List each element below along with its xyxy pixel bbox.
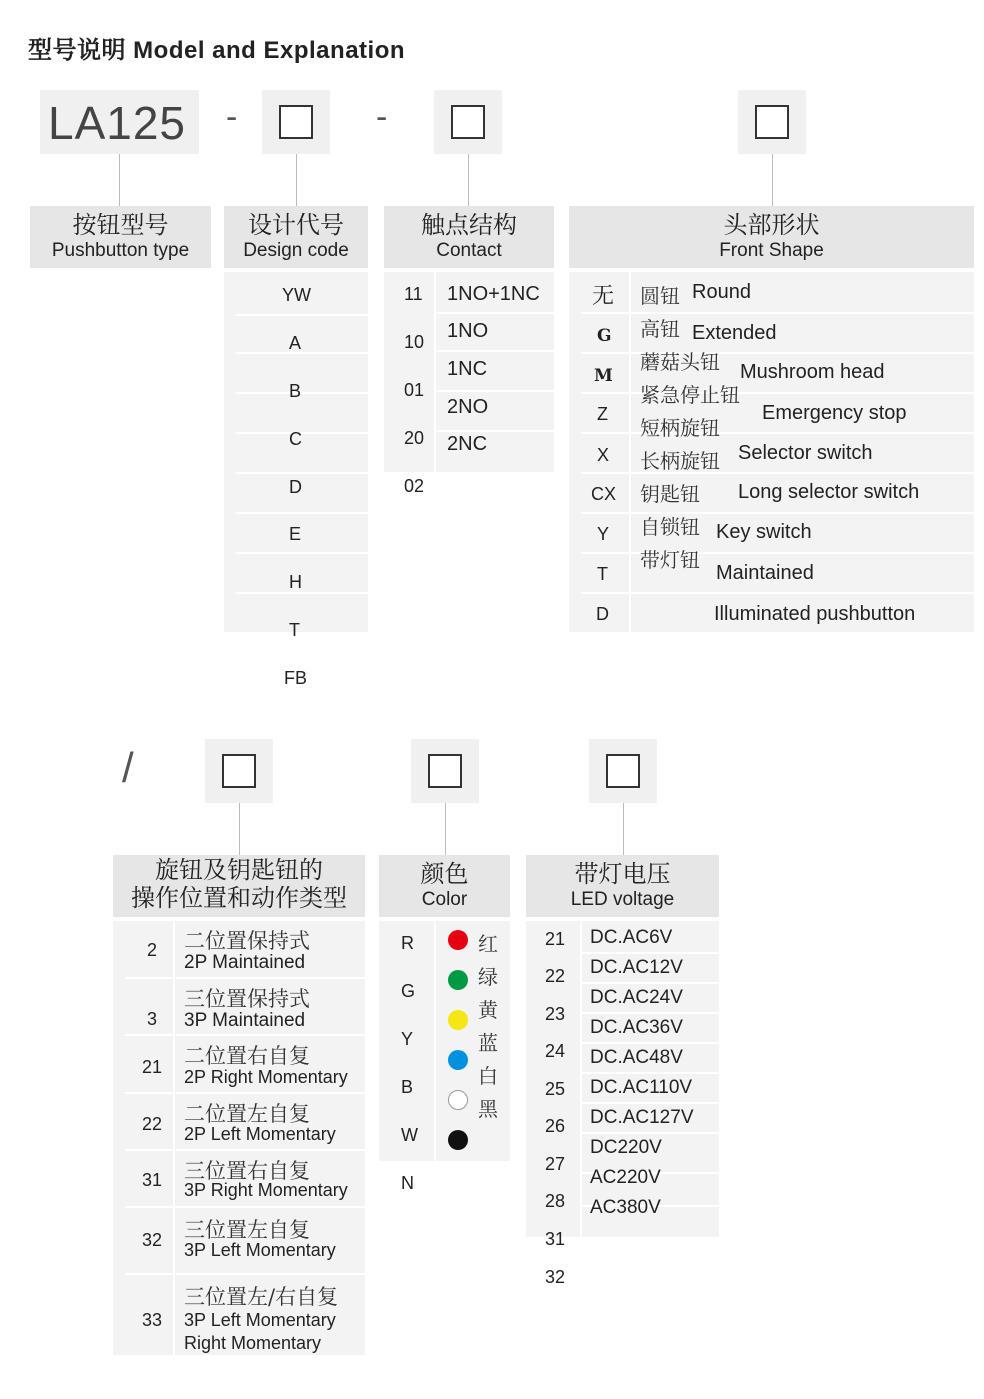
operating-position-header: 旋钮及钥匙钮的 操作位置和动作类型 <box>113 855 365 917</box>
front-shape-zh: 蘑菇头钮 <box>640 350 720 374</box>
color-code: N <box>401 1173 414 1193</box>
dash-separator: - <box>376 98 388 136</box>
operating-position-zh: 二位置左自复 <box>184 1102 310 1126</box>
front-shape-zh: 紧急停止钮 <box>640 383 740 407</box>
front-shape-en: Illuminated pushbutton <box>714 603 916 625</box>
led-voltage-value: AC380V <box>590 1197 661 1218</box>
operating-position-zh: 三位置左/右自复 <box>184 1285 339 1309</box>
front-shape-code: CX <box>591 484 617 504</box>
contact-label: 2NO <box>447 396 489 418</box>
led-voltage-box <box>589 739 657 803</box>
front-shape-box <box>738 90 806 154</box>
led-voltage-value: DC.AC110V <box>590 1077 693 1098</box>
contact-code: 11 <box>404 284 423 304</box>
contact-code: 20 <box>404 428 425 448</box>
design-code: B <box>289 381 302 401</box>
operating-position-code: 3 <box>147 1009 158 1029</box>
led-voltage-value: DC.AC24V <box>590 987 683 1008</box>
front-shape-en: Key switch <box>716 521 812 543</box>
front-shape-code: T <box>597 564 608 584</box>
led-voltage-code: 22 <box>545 966 566 986</box>
dash-separator: - <box>226 98 238 136</box>
front-shape-code: G <box>597 326 612 346</box>
design-code-header: 设计代号 Design code <box>224 206 368 268</box>
led-voltage-value: DC.AC48V <box>590 1047 683 1068</box>
operating-position-zh: 三位置保持式 <box>184 987 310 1011</box>
color-name: 蓝 <box>478 1031 498 1055</box>
front-shape-code: D <box>596 604 609 624</box>
front-shape-en: Mushroom head <box>740 361 885 383</box>
color-header: 颜色 Color <box>379 855 510 917</box>
color-code: W <box>401 1125 418 1145</box>
front-shape-code: X <box>597 445 610 465</box>
led-voltage-value: DC.AC36V <box>590 1017 683 1038</box>
contact-label: 1NO+1NC <box>447 283 540 305</box>
operating-position-en: 3P Left Momentary <box>184 1240 336 1260</box>
front-shape-code: Y <box>597 524 610 544</box>
front-shape-zh: 短柄旋钮 <box>640 416 720 440</box>
operating-position-en: 2P Left Momentary <box>184 1124 336 1144</box>
led-voltage-value: AC220V <box>590 1167 661 1188</box>
contact-box <box>434 90 502 154</box>
front-shape-en: Extended <box>692 322 777 344</box>
color-name: 白 <box>478 1064 498 1088</box>
color-code: G <box>401 981 416 1001</box>
page-title: 型号说明 Model and Explanation <box>28 37 406 64</box>
operating-position-zh: 二位置右自复 <box>184 1044 310 1068</box>
contact-label: 2NC <box>447 433 488 455</box>
front-shape-code: 无 <box>592 283 615 308</box>
operating-position-code: 32 <box>142 1230 163 1250</box>
led-voltage-header: 带灯电压 LED voltage <box>526 855 719 917</box>
led-voltage-code: 25 <box>545 1079 566 1099</box>
color-name: 绿 <box>478 965 498 989</box>
pushbutton-type-header: 按钮型号 Pushbutton type <box>30 206 211 268</box>
model-prefix-box <box>40 90 199 154</box>
black-swatch <box>448 1130 468 1150</box>
front-shape-en: Maintained <box>716 562 814 584</box>
front-shape-en: Long selector switch <box>738 481 920 503</box>
operating-position-en: 3P Left Momentary <box>184 1310 336 1330</box>
contact-code: 10 <box>404 332 425 352</box>
operating-position-code: 31 <box>142 1170 163 1190</box>
operating-position-code: 21 <box>142 1057 163 1077</box>
led-voltage-code: 32 <box>545 1267 566 1287</box>
design-code: FB <box>284 668 308 688</box>
led-voltage-code: 27 <box>545 1154 566 1174</box>
color-name: 黄 <box>478 998 498 1022</box>
design-code: A <box>289 333 302 353</box>
model-prefix: LA125 <box>48 97 187 149</box>
front-shape-zh: 钥匙钮 <box>640 482 700 506</box>
operating-position-zh: 三位置左自复 <box>184 1218 310 1242</box>
led-voltage-code: 21 <box>545 929 566 949</box>
front-shape-en: Emergency stop <box>762 402 907 424</box>
design-code: T <box>289 620 300 640</box>
design-code: E <box>289 524 302 544</box>
operating-position-en: 2P Maintained <box>184 952 306 973</box>
red-swatch <box>448 930 468 950</box>
operating-position-en: 3P Right Momentary <box>184 1180 348 1200</box>
led-voltage-code: 28 <box>545 1191 566 1211</box>
contact-header: 触点结构 Contact <box>384 206 554 268</box>
white-swatch <box>448 1090 468 1110</box>
operating-position-box <box>205 739 273 803</box>
led-voltage-value: DC.AC6V <box>590 927 673 948</box>
color-name: 红 <box>478 932 498 956</box>
design-code: D <box>289 477 302 497</box>
led-voltage-code: 26 <box>545 1116 566 1136</box>
led-voltage-code: 24 <box>545 1041 566 1061</box>
operating-position-zh: 三位置右自复 <box>184 1159 310 1183</box>
led-voltage-code: 31 <box>545 1229 566 1249</box>
color-box <box>411 739 479 803</box>
front-shape-zh: 长柄旋钮 <box>640 449 720 473</box>
operating-position-zh: 二位置保持式 <box>184 929 310 953</box>
slash-separator: / <box>122 744 134 791</box>
front-shape-en: Round <box>692 281 751 303</box>
led-voltage-value: DC220V <box>590 1137 662 1158</box>
design-code: C <box>289 429 302 449</box>
operating-position-code: 2 <box>147 940 158 960</box>
operating-position-code: 33 <box>142 1310 163 1330</box>
contact-label: 1NO <box>447 320 489 342</box>
operating-position-en-line2: Right Momentary <box>184 1333 322 1353</box>
front-shape-code: M <box>594 366 613 386</box>
color-code: R <box>401 933 414 953</box>
design-code-box <box>262 90 330 154</box>
blue-swatch <box>448 1050 468 1070</box>
operating-position-en: 3P Maintained <box>184 1010 306 1031</box>
led-voltage-value: DC.AC12V <box>590 957 683 978</box>
green-swatch <box>448 970 468 990</box>
contact-label: 1NC <box>447 358 488 380</box>
front-shape-zh: 圆钮 <box>640 284 680 308</box>
operating-position-code: 22 <box>142 1114 163 1134</box>
front-shape-code: Z <box>597 404 608 424</box>
color-name: 黑 <box>478 1097 498 1121</box>
contact-code: 01 <box>404 380 425 400</box>
color-code: B <box>401 1077 414 1097</box>
front-shape-header: 头部形状 Front Shape <box>569 206 974 268</box>
color-code: Y <box>401 1029 414 1049</box>
front-shape-en: Selector switch <box>738 442 873 464</box>
design-code: YW <box>282 285 311 305</box>
front-shape-zh: 高钮 <box>640 317 680 341</box>
led-voltage-value: DC.AC127V <box>590 1107 694 1128</box>
led-voltage-code: 23 <box>545 1004 566 1024</box>
front-shape-zh: 自锁钮 <box>640 515 700 539</box>
contact-code: 02 <box>404 476 425 496</box>
operating-position-en: 2P Right Momentary <box>184 1067 348 1087</box>
yellow-swatch <box>448 1010 468 1030</box>
front-shape-zh: 带灯钮 <box>640 548 700 572</box>
design-code: H <box>289 572 302 592</box>
